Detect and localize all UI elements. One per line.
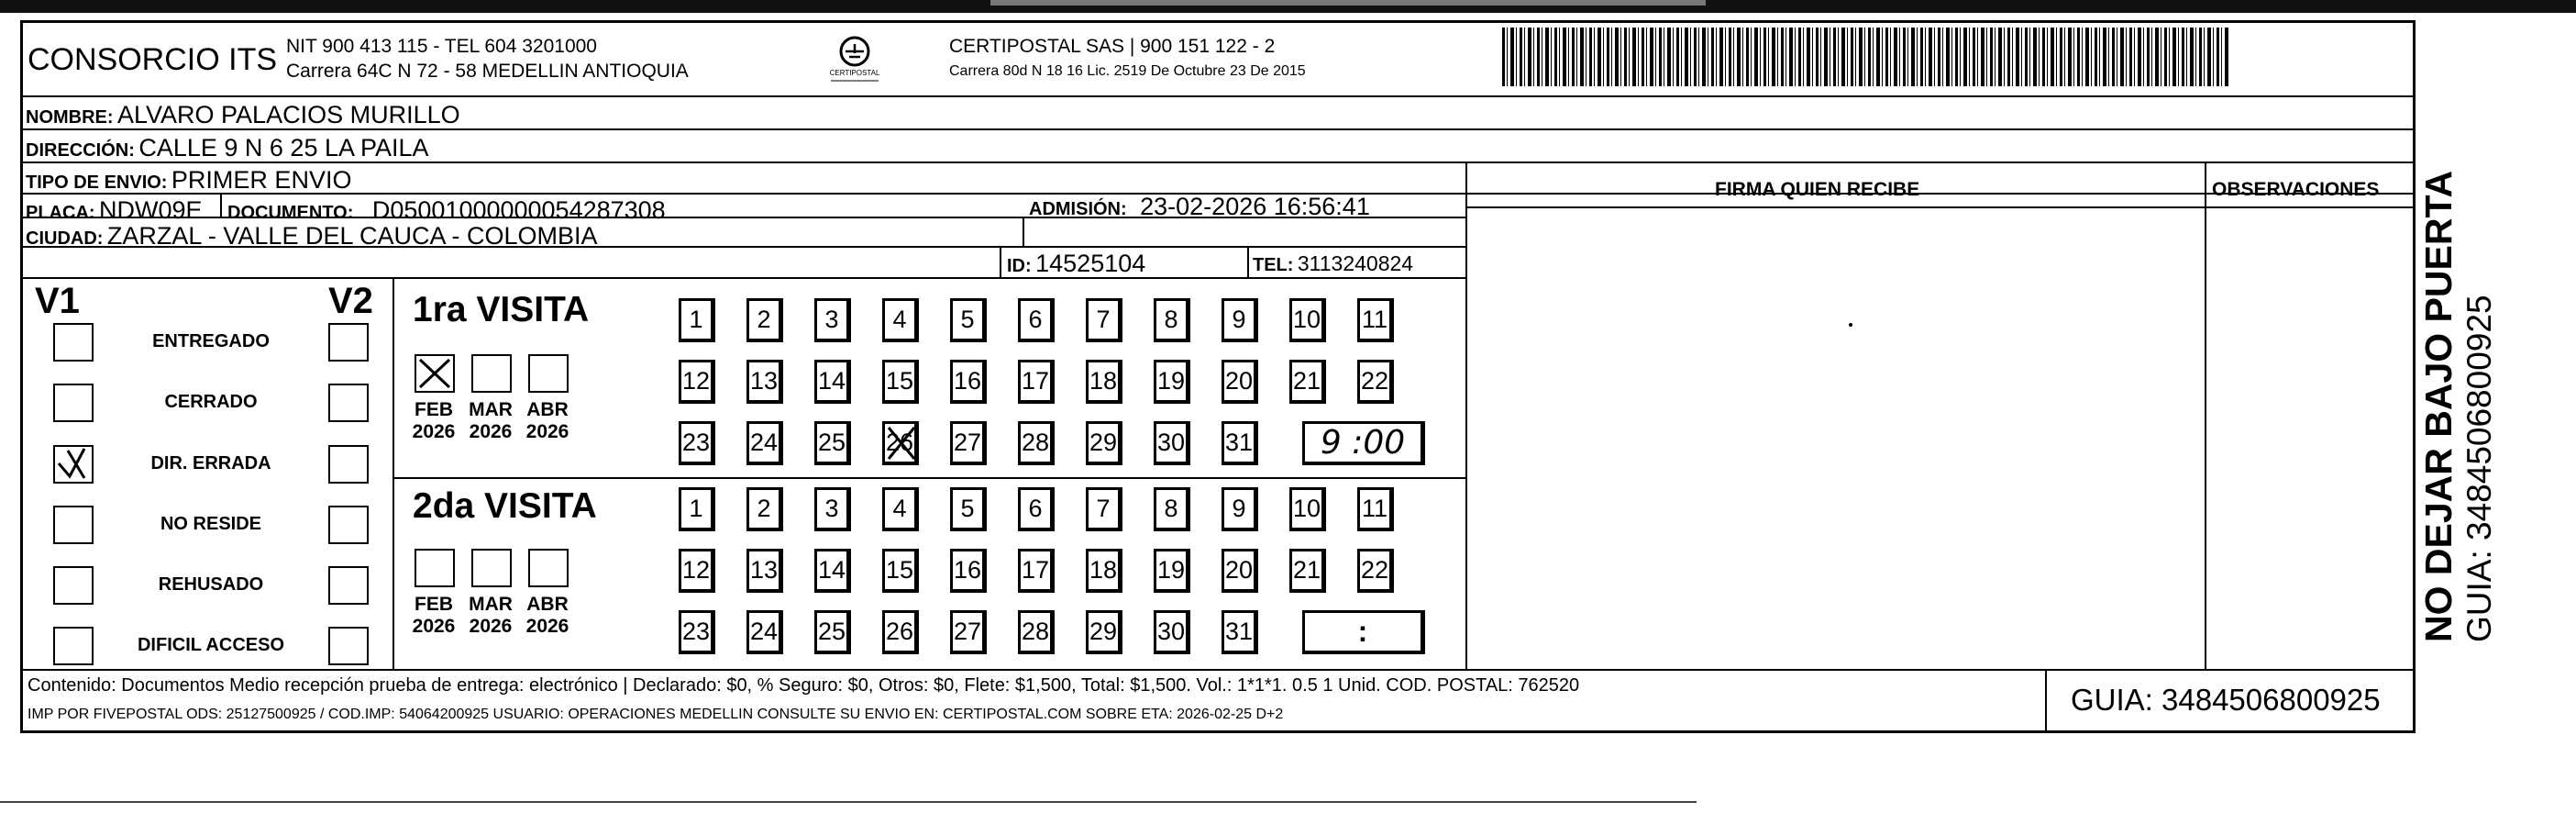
v2-checkbox[interactable] xyxy=(328,627,369,665)
id-label: ID: xyxy=(1007,256,1032,276)
day-box[interactable]: 18 xyxy=(1086,549,1122,593)
day-box[interactable]: 14 xyxy=(814,549,851,593)
day-box[interactable]: 30 xyxy=(1154,421,1190,465)
status-label: ENTREGADO xyxy=(152,331,270,351)
day-box[interactable]: 30 xyxy=(1154,610,1190,654)
day-box[interactable]: 29 xyxy=(1086,610,1122,654)
status-label: DIR. ERRADA xyxy=(150,453,271,473)
month-label: ABR xyxy=(526,594,569,615)
month-checkbox[interactable] xyxy=(528,549,569,587)
day-box[interactable]: 17 xyxy=(1018,549,1055,593)
day-box[interactable]: 23 xyxy=(679,421,715,465)
day-box[interactable]: 24 xyxy=(746,421,783,465)
month-checkbox[interactable] xyxy=(471,549,512,587)
v2-checkbox[interactable] xyxy=(328,323,369,362)
field-documento xyxy=(227,198,666,223)
day-box[interactable]: 3 xyxy=(814,487,851,531)
rule xyxy=(220,193,222,217)
month-label: FEB xyxy=(415,594,453,615)
rule xyxy=(1465,161,1467,669)
side-text xyxy=(2417,171,2500,642)
day-box[interactable]: 19 xyxy=(1154,549,1190,593)
side-notice: NO DEJAR BAJO PUERTA xyxy=(2417,170,2460,642)
day-box[interactable]: 4 xyxy=(882,298,919,342)
rule xyxy=(1465,206,2416,208)
tipo-value: PRIMER ENVIO xyxy=(171,166,352,194)
certipostal-info: CERTIPOSTAL SAS | 900 151 122 - 2 xyxy=(949,36,1276,57)
day-box[interactable]: 10 xyxy=(1289,298,1326,342)
tipo-label: TIPO DE ENVIO: xyxy=(26,173,168,193)
day-box[interactable]: 26 xyxy=(882,421,919,465)
day-box[interactable]: 11 xyxy=(1357,487,1394,531)
top-edge-bar-light xyxy=(990,0,1706,6)
field-tel xyxy=(1253,253,1413,274)
day-box[interactable]: 25 xyxy=(814,610,851,654)
day-box[interactable]: 22 xyxy=(1357,549,1394,593)
rule xyxy=(20,95,2416,97)
field-tipo-envio xyxy=(26,168,351,193)
status-label: REHUSADO xyxy=(158,574,264,595)
day-box[interactable]: 1 xyxy=(679,487,715,531)
month-year: 2026 xyxy=(525,421,569,442)
rule xyxy=(20,277,1465,279)
day-box[interactable]: 9 xyxy=(1222,298,1258,342)
month-label: ABR xyxy=(526,399,569,420)
v2-checkbox[interactable] xyxy=(328,506,369,544)
field-nombre xyxy=(26,103,460,128)
month-year: 2026 xyxy=(412,421,456,442)
day-box[interactable]: 5 xyxy=(950,298,987,342)
company-nit: NIT 900 413 115 - TEL 604 3201000 xyxy=(286,36,597,57)
month-checkbox[interactable] xyxy=(415,549,455,587)
month-label: MAR xyxy=(469,399,513,420)
month-label: MAR xyxy=(469,594,513,615)
day-box[interactable]: 19 xyxy=(1154,360,1190,404)
v1-checkbox[interactable] xyxy=(53,566,94,605)
day-box[interactable]: 21 xyxy=(1289,549,1326,593)
field-id xyxy=(1007,251,1145,276)
month-label: FEB xyxy=(415,399,453,420)
rule xyxy=(2045,669,2047,733)
placa-label: PLACA: xyxy=(26,203,95,223)
admision-value: 23-02-2026 16:56:41 xyxy=(1140,193,1370,220)
day-box[interactable]: 27 xyxy=(950,610,987,654)
day-box[interactable]: 4 xyxy=(882,487,919,531)
x-mark-icon xyxy=(885,424,918,462)
day-box[interactable]: 23 xyxy=(679,610,715,654)
footer-imp: IMP POR FIVEPOSTAL ODS: 25127500925 / COD.IMP: 54064200925 USUARIO: OPERACIONES MEDELLIN CONSULTE SU ENVIO EN: CERTIPOSTAL.COM SOBRE ETA: 2026-02-25 D+2 xyxy=(28,707,1284,722)
day-box[interactable]: 2 xyxy=(746,298,783,342)
status-label: CERRADO xyxy=(164,392,258,412)
day-box[interactable]: 12 xyxy=(679,549,715,593)
day-box[interactable]: 26 xyxy=(882,610,919,654)
day-box[interactable]: 14 xyxy=(814,360,851,404)
day-box[interactable]: 1 xyxy=(679,298,715,342)
ciudad-value: ZARZAL - VALLE DEL CAUCA - COLOMBIA xyxy=(106,222,598,250)
month-year: 2026 xyxy=(412,616,456,637)
day-box[interactable]: 7 xyxy=(1086,298,1122,342)
v1-checkbox[interactable] xyxy=(53,506,94,544)
rule xyxy=(392,277,394,669)
day-box[interactable]: 6 xyxy=(1018,487,1055,531)
day-box[interactable]: 31 xyxy=(1222,610,1258,654)
rule xyxy=(1247,246,1249,277)
nombre-value: ALVARO PALACIOS MURILLO xyxy=(117,101,460,128)
day-box[interactable]: 17 xyxy=(1018,360,1055,404)
signature-area[interactable] xyxy=(1849,323,1852,327)
tel-label: TEL: xyxy=(1253,255,1294,275)
footer-guia: GUIA: 3484506800925 xyxy=(2071,683,2381,717)
day-box[interactable]: 5 xyxy=(950,487,987,531)
v1-header: V1 xyxy=(35,281,80,321)
id-value: 14525104 xyxy=(1035,250,1146,277)
month-year: 2026 xyxy=(469,616,513,637)
field-placa xyxy=(26,198,203,223)
rule xyxy=(2205,161,2206,669)
x-mark-icon xyxy=(416,356,453,391)
day-box[interactable]: 24 xyxy=(746,610,783,654)
observaciones-header: OBSERVACIONES xyxy=(2212,179,2380,200)
certipostal-address: Carrera 80d N 18 16 Lic. 2519 De Octubre 23 De 2015 xyxy=(949,63,1306,79)
rule xyxy=(20,669,2416,671)
footer-contenido: Contenido: Documentos Medio recepción prueba de entrega: electrónico | Declarado: $0, % Seguro: $0, Otros: $0, Flete: $1,500, Total: $1,500. Vol.: 1*1*1. 0.5 1 Unid. COD. POSTAL: 762520 xyxy=(28,675,1580,696)
nombre-label: NOMBRE: xyxy=(26,107,114,128)
logo-text: CERTIPOSTAL xyxy=(829,69,880,77)
day-box[interactable]: 11 xyxy=(1357,298,1394,342)
rule xyxy=(1000,246,1001,277)
v1-checkbox[interactable] xyxy=(53,323,94,362)
day-box[interactable]: 16 xyxy=(950,549,987,593)
month-year: 2026 xyxy=(525,616,569,637)
month-checkbox[interactable] xyxy=(528,354,569,393)
v2-checkbox[interactable] xyxy=(328,445,369,484)
day-box[interactable]: 10 xyxy=(1289,487,1326,531)
day-box[interactable]: 12 xyxy=(679,360,715,404)
v1-checkbox[interactable] xyxy=(53,384,94,422)
placa-value: NDW09E xyxy=(99,196,203,224)
rule xyxy=(392,477,1465,479)
tel-value: 3113240824 xyxy=(1297,251,1414,275)
day-box[interactable]: 28 xyxy=(1018,421,1055,465)
day-box[interactable]: 18 xyxy=(1086,360,1122,404)
day-box[interactable]: 3 xyxy=(814,298,851,342)
status-label: NO RESIDE xyxy=(160,514,262,534)
day-box[interactable]: 9 xyxy=(1222,487,1258,531)
day-box[interactable]: 31 xyxy=(1222,421,1258,465)
firma-header: FIRMA QUIEN RECIBE xyxy=(1715,179,1920,200)
visit1-title: 1ra VISITA xyxy=(413,290,590,329)
status-label: DIFICIL ACCESO xyxy=(137,635,284,655)
v2-header: V2 xyxy=(328,281,373,321)
visit2-time-box[interactable]: : xyxy=(1302,610,1425,654)
day-box[interactable]: 29 xyxy=(1086,421,1122,465)
visit2-title: 2da VISITA xyxy=(413,486,597,526)
day-box[interactable]: 20 xyxy=(1222,360,1258,404)
day-box[interactable]: 27 xyxy=(950,421,987,465)
day-box[interactable]: 15 xyxy=(882,549,919,593)
documento-label: DOCUMENTO: xyxy=(227,203,354,223)
month-checkbox[interactable] xyxy=(415,354,455,393)
day-box[interactable]: 2 xyxy=(746,487,783,531)
company-name: CONSORCIO ITS xyxy=(28,42,278,77)
day-box[interactable]: 15 xyxy=(882,360,919,404)
month-year: 2026 xyxy=(469,421,513,442)
v1-checkbox[interactable] xyxy=(53,445,94,484)
day-box[interactable]: 13 xyxy=(746,360,783,404)
day-box[interactable]: 21 xyxy=(1289,360,1326,404)
field-admision xyxy=(1029,195,1370,219)
v2-checkbox[interactable] xyxy=(328,384,369,422)
rule xyxy=(1023,217,1024,246)
day-box[interactable]: 20 xyxy=(1222,549,1258,593)
day-box[interactable]: 8 xyxy=(1154,298,1190,342)
company-address: Carrera 64C N 72 - 58 MEDELLIN ANTIOQUIA xyxy=(286,61,689,82)
bottom-rule xyxy=(0,801,1697,803)
field-direccion xyxy=(26,136,429,161)
v2-checkbox[interactable] xyxy=(328,566,369,605)
v1-checkbox[interactable] xyxy=(53,627,94,665)
ciudad-label: CIUDAD: xyxy=(26,228,104,249)
day-box[interactable]: 28 xyxy=(1018,610,1055,654)
month-checkbox[interactable] xyxy=(471,354,512,393)
day-box[interactable]: 13 xyxy=(746,549,783,593)
day-box[interactable]: 16 xyxy=(950,360,987,404)
day-box[interactable]: 8 xyxy=(1154,487,1190,531)
day-box[interactable]: 6 xyxy=(1018,298,1055,342)
day-box[interactable]: 7 xyxy=(1086,487,1122,531)
direccion-value: CALLE 9 N 6 25 LA PAILA xyxy=(138,134,429,161)
day-box[interactable]: 22 xyxy=(1357,360,1394,404)
side-guia: GUIA: 3484506800925 xyxy=(2460,295,2498,642)
visit1-time-box[interactable]: 9 :00 xyxy=(1302,421,1425,465)
rule xyxy=(20,161,2416,163)
field-ciudad xyxy=(26,224,598,249)
documento-value: D05001000000054287308 xyxy=(371,196,666,224)
check-mark-icon xyxy=(53,445,94,484)
direccion-label: DIRECCIÓN: xyxy=(26,140,135,161)
day-box[interactable]: 25 xyxy=(814,421,851,465)
rule xyxy=(20,128,2416,130)
admision-label: ADMISIÓN: xyxy=(1029,199,1127,219)
